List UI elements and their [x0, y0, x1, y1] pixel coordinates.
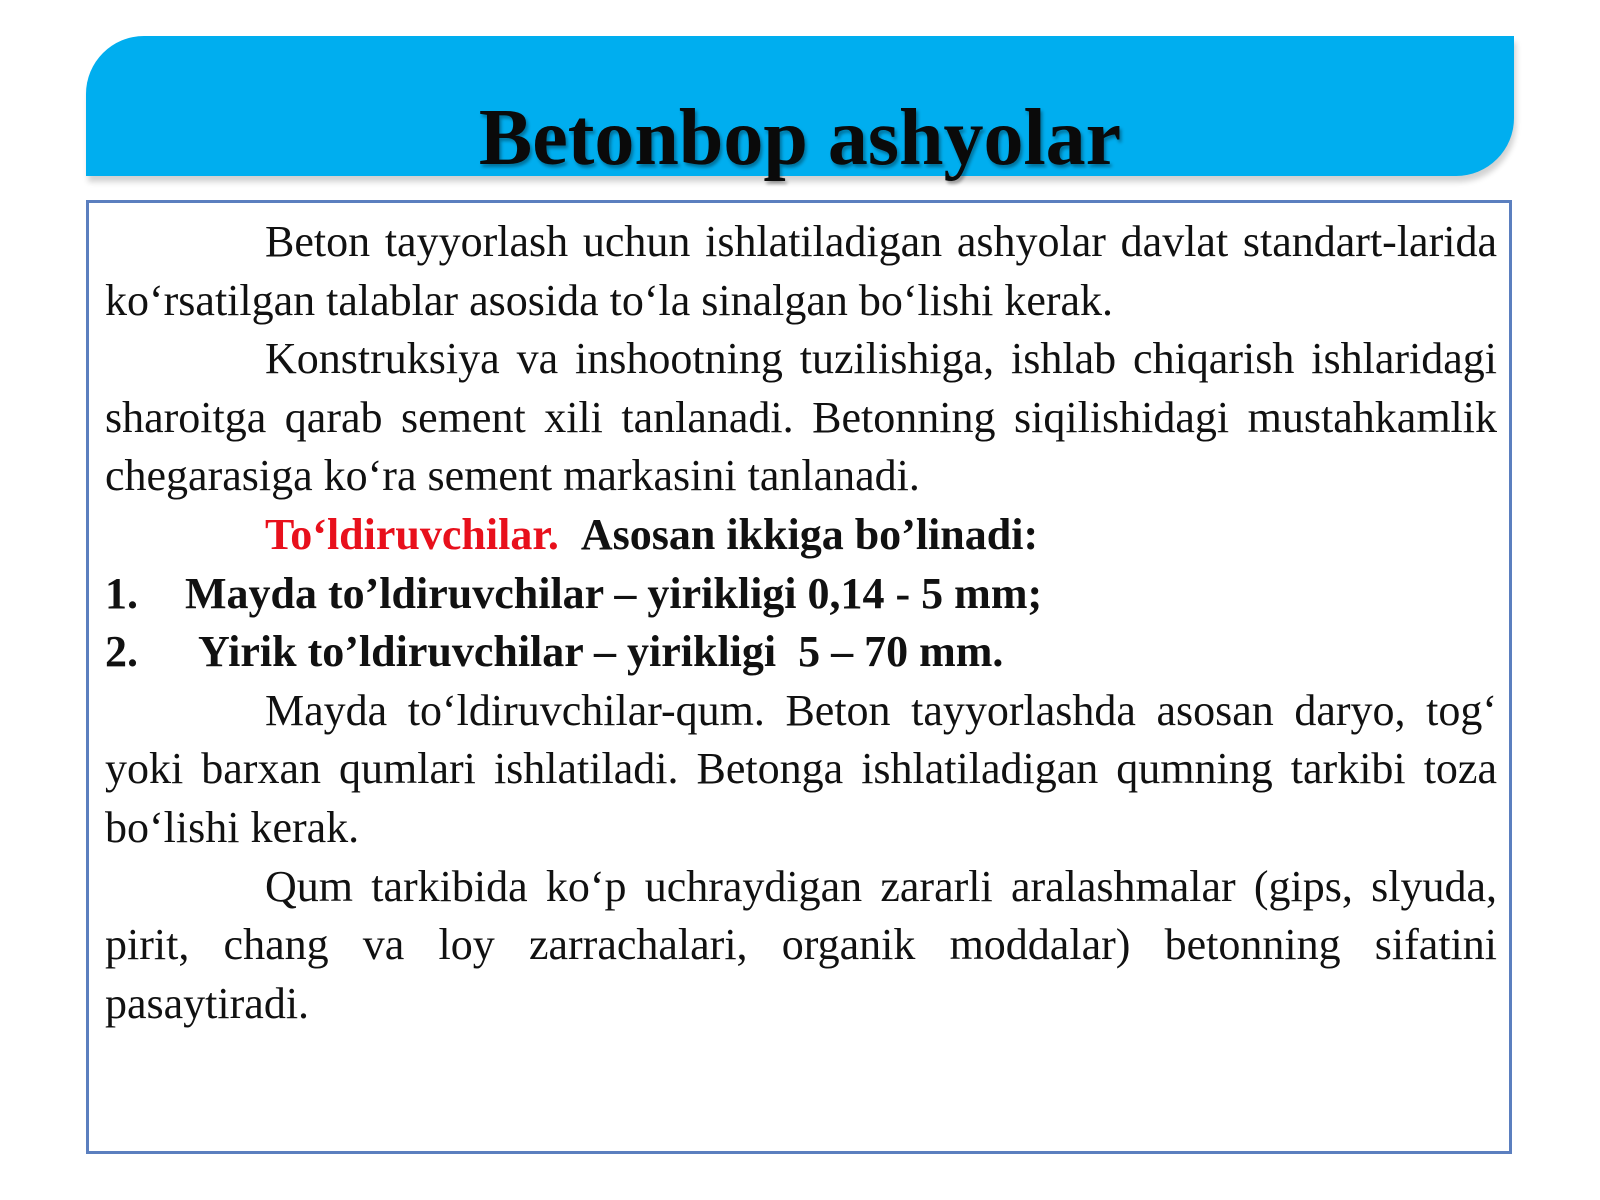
- list-item: [105, 565, 1497, 624]
- slide-title: Betonbop ashyolar: [478, 94, 1122, 182]
- list-number: 1.: [105, 568, 138, 618]
- list-text: Mayda to’ldiruvchilar – yirikligi 0,14 - 5 mm;: [185, 568, 1043, 618]
- list-item: [105, 623, 1497, 682]
- fillers-heading-rest: Asosan ikkiga bo’linadi:: [580, 509, 1039, 559]
- paragraph-4: Qum tarkibida koʻp uchraydigan zararli aralashmalar (gips, slyuda, pirit, chang va loy zarrachalari, organik moddalar) betonning sifatini pasaytiradi.: [105, 861, 1497, 1028]
- content-box: [86, 200, 1512, 1154]
- list-number: 2.: [105, 627, 138, 677]
- list-text: Yirik to’ldiruvchilar – yirikligi 5 – 70 mm.: [198, 627, 1004, 677]
- paragraph-2: Konstruksiya va inshootning tuzilishiga, ishlab chiqarish ishlaridagi sharoitga qarab sement xili tanlanadi. Betonning siqilishidagi mustahkamlik chegarasiga koʻra sement markasini tanlanadi.: [105, 334, 1497, 501]
- paragraph-3: Mayda toʻldiruvchilar-qum. Beton tayyorlashda asosan daryo, togʻ yoki barxan qumlari ishlatiladi. Betonga ishlatiladigan qumning tarkibi toza boʻlishi kerak.: [105, 685, 1497, 852]
- fillers-heading-red: Toʻldiruvchilar.: [265, 509, 559, 559]
- fillers-heading: [105, 506, 1497, 565]
- content-body: [105, 213, 1497, 1033]
- paragraph-1: Beton tayyorlash uchun ishlatiladigan ashyolar davlat standart-larida koʻrsatilgan talablar asosida toʻla sinalgan boʻlishi kerak.: [105, 217, 1497, 325]
